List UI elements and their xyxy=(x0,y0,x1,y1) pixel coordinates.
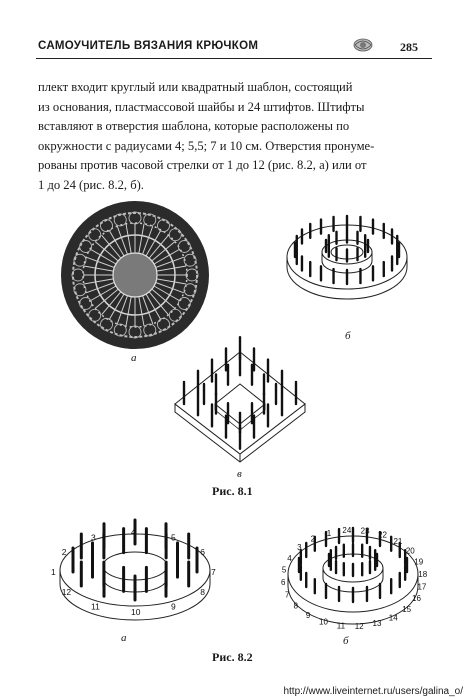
body-line: вставляют в отверстия шаблона, которые расположены по xyxy=(38,119,350,134)
peg-number: 11 xyxy=(336,621,346,631)
peg-number: 4 xyxy=(287,553,292,563)
figure-8-2-label-a: а xyxy=(121,632,127,644)
peg-number: 13 xyxy=(372,619,382,629)
peg-number: 5 xyxy=(171,532,176,543)
body-paragraph xyxy=(38,78,422,196)
figure-8-1-label-v: в xyxy=(237,468,242,480)
peg-number: 21 xyxy=(393,537,403,547)
peg-number: 22 xyxy=(378,530,387,540)
peg-number: 2 xyxy=(61,547,67,557)
peg-number: 7 xyxy=(285,590,290,600)
body-line: из основания, пластмассовой шайбы и 24 штифтов. Штифты xyxy=(38,99,365,114)
peg-number: 2 xyxy=(310,534,316,544)
source-url: http://www.liveinternet.ru/users/galina_o/ xyxy=(283,686,463,697)
peg-number: 3 xyxy=(91,532,96,543)
peg-number: 6 xyxy=(281,578,286,588)
figure-8-2-label-b: б xyxy=(343,635,349,647)
peg-number: 15 xyxy=(402,604,412,614)
page-number: 285 xyxy=(400,40,418,54)
peg-number: 17 xyxy=(417,582,427,592)
peg-number: 6 xyxy=(200,547,206,557)
peg-number: 3 xyxy=(297,543,302,553)
running-header-title: САМОУЧИТЕЛЬ ВЯЗАНИЯ КРЮЧКОМ xyxy=(38,40,259,52)
header-rule xyxy=(36,58,432,59)
numbered-loom-24-illustration xyxy=(278,508,428,633)
peg-number: 20 xyxy=(405,546,415,556)
peg-number: 9 xyxy=(305,610,311,620)
figure-8-1-label-a: а xyxy=(131,352,137,364)
peg-number: 24 xyxy=(342,526,352,536)
peg-number: 18 xyxy=(418,569,428,579)
peg-number: 1 xyxy=(326,528,332,538)
peg-number: 8 xyxy=(293,601,298,611)
ring-loom-illustration xyxy=(282,205,412,315)
peg-number: 19 xyxy=(414,557,424,567)
peg-number: 11 xyxy=(91,601,100,612)
flower-ornament-icon xyxy=(352,37,374,53)
numbered-loom-12-illustration xyxy=(51,508,216,628)
figure-8-2-caption: Рис. 8.2 xyxy=(212,650,253,664)
peg-number: 16 xyxy=(412,594,421,604)
body-line: рованы против часовой стрелки от 1 до 12 (рис. 8.2, а) или от xyxy=(38,158,367,173)
peg-number: 8 xyxy=(200,587,206,597)
peg-number: 23 xyxy=(360,526,370,536)
peg-number: 12 xyxy=(61,587,72,597)
square-loom-illustration xyxy=(170,322,310,462)
peg-number: 4 xyxy=(131,527,136,537)
peg-number: 5 xyxy=(281,565,287,575)
peg-number: 10 xyxy=(319,617,328,627)
peg-number: 1 xyxy=(51,567,56,577)
peg-number: 7 xyxy=(211,567,216,577)
peg-number: 14 xyxy=(388,613,398,623)
peg-number: 12 xyxy=(354,621,364,631)
body-line: окружности с радиусами 4; 5,5; 7 и 10 см. Отверстия пронуме- xyxy=(38,138,375,153)
body-line: 1 до 24 (рис. 8.2, б). xyxy=(38,177,144,192)
figure-8-1-caption: Рис. 8.1 xyxy=(212,484,253,498)
peg-number: 10 xyxy=(131,607,141,617)
body-line: плект входит круглый или квадратный шаблон, состоящий xyxy=(38,80,353,94)
figure-8-1-label-b: б xyxy=(345,330,351,342)
peg-number: 9 xyxy=(171,601,176,612)
